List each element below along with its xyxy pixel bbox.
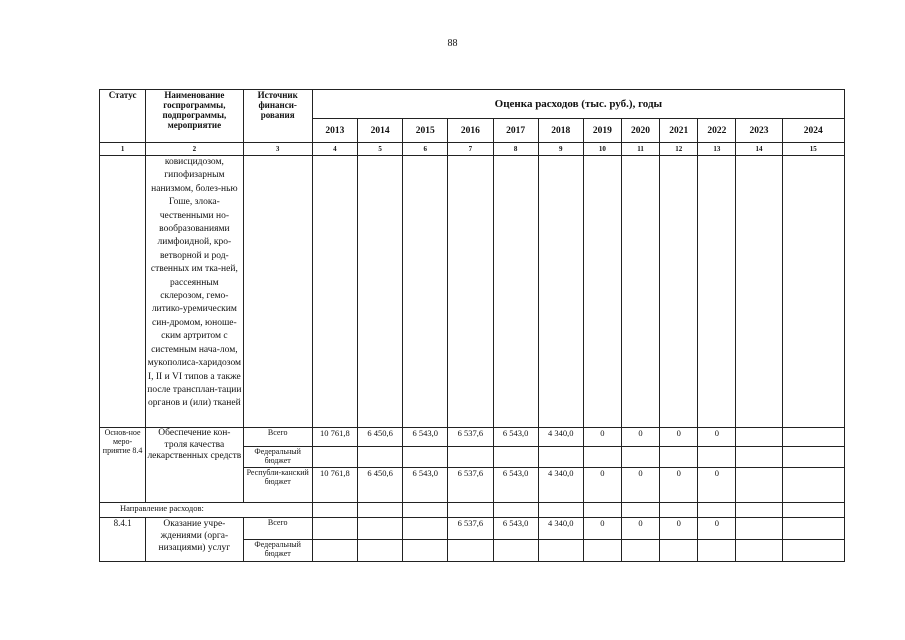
main-value-cell <box>736 468 782 503</box>
year-header-2020: 2020 <box>621 119 659 143</box>
main-status: Основ-ное меро-приятие 8.4 <box>100 428 146 503</box>
column-number-10: 10 <box>583 143 621 156</box>
sub-value-cell <box>448 540 493 562</box>
continuation-status-cell <box>100 156 146 428</box>
sub-value-cell <box>782 540 844 562</box>
column-number-13: 13 <box>698 143 736 156</box>
page-number: 88 <box>447 38 458 49</box>
column-number-14: 14 <box>736 143 782 156</box>
sub-value-cell <box>621 540 659 562</box>
sub-value-cell: 0 <box>698 518 736 540</box>
sub-value-cell <box>782 518 844 540</box>
column-number-8: 8 <box>493 143 538 156</box>
main-value-cell: 10 761,8 <box>312 428 357 447</box>
main-value-cell <box>660 447 698 468</box>
year-header-2018: 2018 <box>538 119 583 143</box>
main-value-cell: 4 340,0 <box>538 428 583 447</box>
column-number-7: 7 <box>448 143 493 156</box>
year-header-2019: 2019 <box>583 119 621 143</box>
sub-value-cell: 4 340,0 <box>538 518 583 540</box>
sub-value-cell <box>660 540 698 562</box>
sub-value-cell: 6 543,0 <box>493 518 538 540</box>
column-number-3: 3 <box>243 143 312 156</box>
main-value-cell: 0 <box>660 428 698 447</box>
column-number-4: 4 <box>312 143 357 156</box>
header-costs: Оценка расходов (тыс. руб.), годы <box>312 90 844 119</box>
main-value-cell: 6 537,6 <box>448 428 493 447</box>
year-header-2021: 2021 <box>660 119 698 143</box>
column-number-15: 15 <box>782 143 844 156</box>
sub-status: 8.4.1 <box>100 518 146 562</box>
main-value-cell <box>538 447 583 468</box>
sub-value-cell: 6 537,6 <box>448 518 493 540</box>
main-value-cell: 0 <box>621 428 659 447</box>
main-value-cell <box>357 447 402 468</box>
main-value-cell <box>448 447 493 468</box>
sub-value-cell <box>538 540 583 562</box>
sub-source-label: Федеральный бюджет <box>243 540 312 562</box>
sub-value-cell <box>312 518 357 540</box>
main-value-cell: 10 761,8 <box>312 468 357 503</box>
year-header-2017: 2017 <box>493 119 538 143</box>
main-value-cell: 0 <box>698 468 736 503</box>
sub-value-cell <box>736 518 782 540</box>
main-value-cell <box>782 428 844 447</box>
column-number-9: 9 <box>538 143 583 156</box>
main-value-cell <box>698 447 736 468</box>
sub-value-cell <box>698 540 736 562</box>
main-value-cell: 0 <box>621 468 659 503</box>
main-value-cell: 6 450,6 <box>357 468 402 503</box>
main-value-cell: 6 543,0 <box>493 468 538 503</box>
expenditure-table <box>99 89 845 562</box>
continuation-name-text: ковисцидозом, гипофизарным нанизмом, болез-нью Гоше, злока-чественными но-вообразованиями лимфоидной, кро-ветворной и род-ственных им тка-ней, рассеянным склерозом, гемо-литико-уремическим син-дромом, юноше-ским артритом с системным нача-лом, мукополиса-харидозом I, II и VI типов а также после трансплан-тации органов и (или) тканей <box>146 156 243 428</box>
sub-source-label: Всего <box>243 518 312 540</box>
main-value-cell <box>403 447 448 468</box>
sub-value-cell: 0 <box>621 518 659 540</box>
main-value-cell: 0 <box>660 468 698 503</box>
header-name: Наименование госпрограммы, подпрограммы, мероприятие <box>146 90 243 143</box>
column-number-2: 2 <box>146 143 243 156</box>
main-name: Обеспечение кон-троля качества лекарственных средств <box>146 428 243 503</box>
sub-value-cell <box>403 540 448 562</box>
sub-value-cell <box>583 540 621 562</box>
column-number-1: 1 <box>100 143 146 156</box>
main-value-cell: 6 543,0 <box>403 468 448 503</box>
main-value-cell <box>736 447 782 468</box>
column-number-12: 12 <box>660 143 698 156</box>
sub-value-cell: 0 <box>660 518 698 540</box>
year-header-2015: 2015 <box>403 119 448 143</box>
main-value-cell <box>493 447 538 468</box>
year-header-2024: 2024 <box>782 119 844 143</box>
main-value-cell: 6 450,6 <box>357 428 402 447</box>
main-value-cell: 0 <box>583 468 621 503</box>
column-number-11: 11 <box>621 143 659 156</box>
column-number-5: 5 <box>357 143 402 156</box>
sub-value-cell <box>312 540 357 562</box>
direction-label: Направление расходов: <box>100 503 313 518</box>
year-header-2022: 2022 <box>698 119 736 143</box>
sub-value-cell <box>403 518 448 540</box>
main-value-cell <box>312 447 357 468</box>
main-value-cell <box>782 447 844 468</box>
header-status: Статус <box>100 90 146 143</box>
main-source-label: Республи-канский бюджет <box>243 468 312 503</box>
main-value-cell: 4 340,0 <box>538 468 583 503</box>
sub-value-cell <box>736 540 782 562</box>
main-value-cell: 0 <box>698 428 736 447</box>
column-number-6: 6 <box>403 143 448 156</box>
main-value-cell: 6 537,6 <box>448 468 493 503</box>
year-header-2014: 2014 <box>357 119 402 143</box>
main-value-cell <box>621 447 659 468</box>
sub-value-cell <box>357 518 402 540</box>
sub-name: Оказание учре-ждениями (орга-низациями) услуг <box>146 518 243 562</box>
year-header-2023: 2023 <box>736 119 782 143</box>
main-value-cell <box>583 447 621 468</box>
main-value-cell: 6 543,0 <box>493 428 538 447</box>
main-value-cell <box>736 428 782 447</box>
sub-value-cell <box>493 540 538 562</box>
main-source-label: Всего <box>243 428 312 447</box>
main-value-cell: 0 <box>583 428 621 447</box>
year-header-2016: 2016 <box>448 119 493 143</box>
year-header-2013: 2013 <box>312 119 357 143</box>
sub-value-cell: 0 <box>583 518 621 540</box>
main-value-cell: 6 543,0 <box>403 428 448 447</box>
main-source-label: Федеральный бюджет <box>243 447 312 468</box>
sub-value-cell <box>357 540 402 562</box>
header-source: Источник финанси-рования <box>243 90 312 143</box>
main-value-cell <box>782 468 844 503</box>
